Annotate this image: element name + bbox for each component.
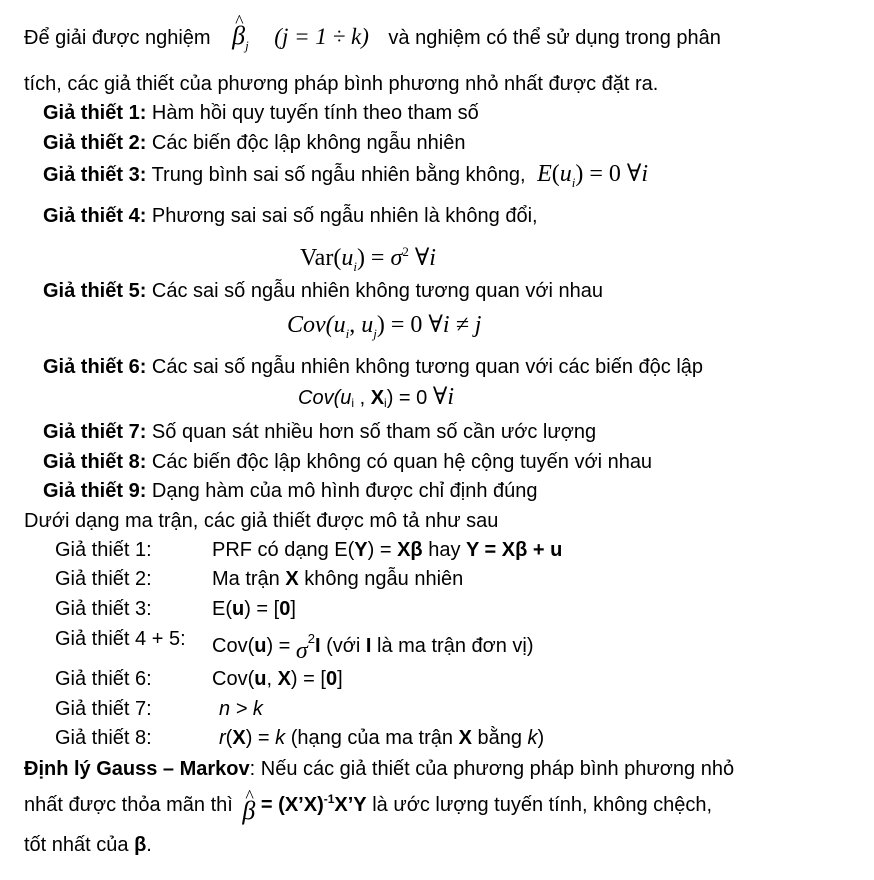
assumption-1 [43,101,479,125]
assumption-9 [43,479,538,503]
assumption-7 [43,420,596,444]
intro-line-2: tích, các giả thiết của phương pháp bình phương nhỏ nhất được đặt ra. [24,73,659,95]
intro-line-1 [24,21,721,58]
assumption-text: Dạng hàm của mô hình được chỉ định đúng [151,480,538,502]
theorem-line-2: nhất được thỏa mãn thì ^ β = (X’X)$^{-1}$X’Y là ước lượng tuyến tính, không chệch, [24,787,712,823]
assumption-2 [43,131,466,155]
intro-text: Để giải được nghiệm [24,27,211,49]
assumption-label: Giả thiết 7: [43,421,147,443]
formula-6: $Cov(u_i$ , $X_i) = 0$ ∀i [298,384,455,410]
assumption-text: Hàm hồi quy tuyến tính theo tham số [151,102,479,124]
formula-4: $Var(u_i) = \sigma^2$ ∀i [300,244,436,274]
assumption-text: Số quan sát nhiều hơn số tham số cần ước lượng [151,421,597,443]
assumption-label: Giả thiết 2: [43,132,147,154]
assumption-label: Giả thiết 1: [43,102,147,124]
assumption-label: Giả thiết 9: [43,480,147,502]
beta-hat-estimator: ^ β [242,799,255,823]
assumption-6 [43,355,703,379]
assumption-8 [43,450,652,474]
assumption-3 [43,162,648,195]
assumption-label: Giả thiết 3: [43,164,147,186]
matrix-intro: Dưới dạng ma trận, các giả thiết được mô tả như sau [24,510,499,532]
beta-hat-symbol: ^ β [232,24,245,48]
beta-subscript: j [245,38,249,53]
theorem-line-1: Định lý Gauss – Markov: Nếu các giả thiết của phương pháp bình phương nhỏ [24,758,735,780]
assumption-text: Các sai số ngẫu nhiên không tương quan với các biến độc lập [151,356,704,378]
theorem-line-3: tốt nhất của β. [24,834,152,856]
formula-5: $Cov(u_i$, $u_j) = 0$ ∀i ≠ j [287,312,482,341]
assumption-5 [43,279,603,303]
intro-tail: và nghiệm có thể sử dụng trong phân [388,27,721,49]
assumption-text: Phương sai sai số ngẫu nhiên là không đổi, [151,205,538,227]
assumption-text: Các sai số ngẫu nhiên không tương quan với nhau [151,280,603,302]
assumption-4 [43,204,538,228]
assumption-label: Giả thiết 8: [43,451,147,473]
theorem-title: Định lý Gauss – Markov [24,758,250,780]
assumption-text: Trung bình sai số ngẫu nhiên bằng không, [151,164,526,186]
index-range: (j = 1 ÷ k) [274,24,369,49]
assumption-label: Giả thiết 4: [43,205,147,227]
assumption-text: Các biến độc lập không ngẫu nhiên [151,132,466,154]
assumption-label: Giả thiết 6: [43,356,147,378]
formula-3: $E(u_i) = 0$ ∀i [537,161,649,190]
assumption-label: Giả thiết 5: [43,280,147,302]
assumption-text: Các biến độc lập không có quan hệ cộng tuyến với nhau [151,451,653,473]
